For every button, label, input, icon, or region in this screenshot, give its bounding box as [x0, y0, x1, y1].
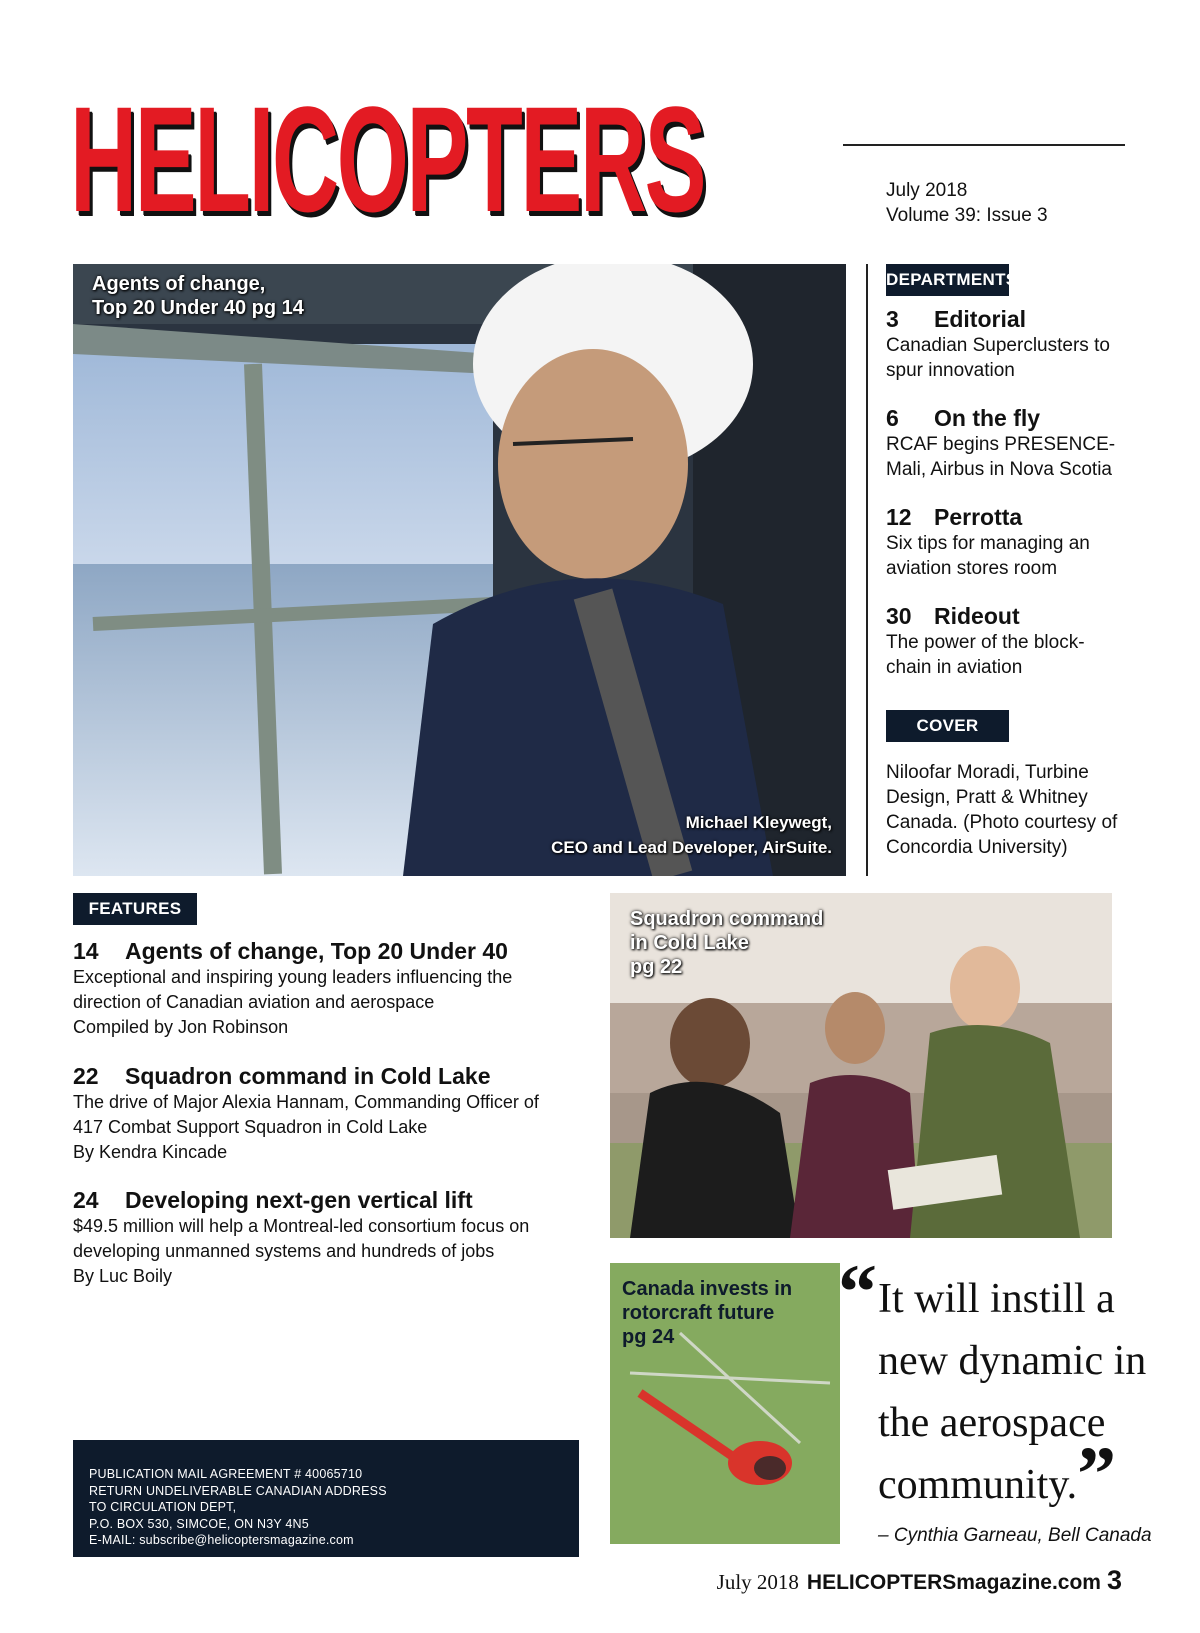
feature-desc: $49.5 million will help a Montreal-led consortium focus on: [73, 1216, 530, 1236]
quote-line: new dynamic in: [878, 1338, 1147, 1384]
squadron-overlay-title: [630, 907, 823, 979]
feature-desc: direction of Canadian aviation and aerospace: [73, 992, 435, 1012]
squadron-overlay-line: Squadron command: [630, 908, 824, 930]
feature-byline: By Kendra Kincade: [73, 1142, 228, 1162]
squadron-overlay-line: in Cold Lake: [630, 932, 749, 954]
quote-line-last: [878, 1430, 1198, 1517]
cover-line: Canada. (Photo courtesy of: [886, 812, 1118, 833]
mailing-line: PUBLICATION MAIL AGREEMENT # 40065710: [89, 1467, 363, 1481]
dept-page-number: 30: [886, 603, 912, 629]
issue-date: July 2018: [886, 180, 968, 201]
feature-title: Agents of change, Top 20 Under 40: [125, 938, 508, 964]
feature-title: Developing next-gen vertical lift: [125, 1187, 473, 1213]
cover-line: Concordia University): [886, 837, 1068, 858]
mailing-email[interactable]: E-MAIL: subscribe@helicoptersmagazine.com: [89, 1533, 354, 1547]
dept-title: Editorial: [934, 306, 1027, 332]
hero-caption-line2: CEO and Lead Developer, AirSuite.: [551, 838, 832, 857]
mailing-line: RETURN UNDELIVERABLE CANADIAN ADDRESS: [89, 1483, 387, 1498]
feature-page-number: 22: [73, 1063, 99, 1089]
quote-attribution: – Cynthia Garneau, Bell Canada: [878, 1525, 1152, 1546]
quote-line: community.: [878, 1462, 1078, 1508]
feature-desc: The drive of Major Alexia Hannam, Commanding Officer of: [73, 1092, 539, 1112]
feature-byline: Compiled by Jon Robinson: [73, 1017, 289, 1037]
masthead-logo: [70, 64, 830, 254]
departments-label: DEPARTMENTS: [886, 264, 1009, 296]
rotorcraft-overlay-line: rotorcraft future: [622, 1302, 775, 1324]
dept-title: On the fly: [934, 405, 1041, 431]
dept-desc: Canadian Superclusters to: [886, 335, 1110, 356]
squadron-overlay-line: pg 22: [630, 956, 683, 978]
feature-item-agents-of-change[interactable]: [73, 937, 613, 1040]
feature-item-vertical-lift[interactable]: [73, 1186, 613, 1289]
hero-overlay-line2: Top 20 Under 40 pg 14: [92, 297, 304, 319]
quote-line: It will instill a: [878, 1276, 1115, 1322]
cover-description: [886, 760, 1186, 860]
dept-desc: aviation stores room: [886, 558, 1058, 579]
feature-byline: By Luc Boily: [73, 1266, 173, 1286]
dept-desc: The power of the block-: [886, 632, 1085, 653]
dept-desc: spur innovation: [886, 360, 1015, 381]
mailing-line: P.O. BOX 530, SIMCOE, ON N3Y 4N5: [89, 1516, 309, 1531]
quote-line: the aerospace: [878, 1400, 1106, 1446]
hero-caption-line1: Michael Kleywegt,: [685, 813, 832, 832]
dept-item-perrotta[interactable]: [886, 503, 1186, 581]
hero-photo: [73, 264, 846, 876]
masthead-rule: [843, 144, 1125, 146]
dept-desc: chain in aviation: [886, 657, 1023, 678]
dept-title: Perrotta: [934, 504, 1023, 530]
dept-item-on-the-fly[interactable]: [886, 404, 1186, 482]
hero-overlay-line1: Agents of change,: [92, 273, 266, 295]
mailing-info-box: [73, 1440, 579, 1557]
feature-desc: Exceptional and inspiring young leaders influencing the: [73, 967, 513, 987]
rotorcraft-overlay-line: pg 24: [622, 1326, 675, 1348]
rotorcraft-overlay-line: Canada invests in: [622, 1278, 793, 1300]
page-footer: [717, 1565, 1122, 1596]
dept-item-rideout[interactable]: [886, 602, 1186, 680]
hero-caption: [551, 810, 832, 860]
dept-title: Rideout: [934, 603, 1020, 629]
dept-desc: Mali, Airbus in Nova Scotia: [886, 459, 1112, 480]
column-divider: [866, 264, 868, 876]
quote-close-mark: ”: [1077, 1430, 1117, 1517]
feature-desc: 417 Combat Support Squadron in Cold Lake: [73, 1117, 428, 1137]
cover-label: COVER: [886, 710, 1009, 742]
dept-desc: Six tips for managing an: [886, 533, 1090, 554]
feature-desc: developing unmanned systems and hundreds of jobs: [73, 1241, 495, 1261]
dept-item-editorial[interactable]: [886, 305, 1186, 383]
feature-page-number: 14: [73, 938, 99, 964]
feature-title: Squadron command in Cold Lake: [125, 1063, 491, 1089]
footer-date: July 2018: [716, 1570, 799, 1594]
cover-line: Design, Pratt & Whitney: [886, 787, 1088, 808]
dept-desc: RCAF begins PRESENCE-: [886, 434, 1116, 455]
mailing-line: TO CIRCULATION DEPT,: [89, 1500, 237, 1514]
features-label: FEATURES: [73, 893, 197, 925]
dept-page-number: 3: [886, 306, 899, 332]
feature-item-squadron-command[interactable]: [73, 1062, 613, 1165]
dept-page-number: 12: [886, 504, 912, 530]
dept-page-number: 6: [886, 405, 899, 431]
cover-line: Niloofar Moradi, Turbine: [886, 762, 1089, 783]
hero-overlay-title: [92, 272, 304, 320]
quote-open-mark: “: [838, 1248, 877, 1335]
masthead-title: HELICOPTERS: [70, 75, 705, 243]
volume-issue: Volume 39: Issue 3: [886, 205, 1048, 226]
footer-website[interactable]: HELICOPTERSmagazine.com: [806, 1571, 1101, 1594]
rotorcraft-overlay-title: [622, 1277, 792, 1349]
page-number: 3: [1106, 1565, 1122, 1595]
pull-quote: [878, 1268, 1198, 1516]
feature-page-number: 24: [73, 1187, 99, 1213]
